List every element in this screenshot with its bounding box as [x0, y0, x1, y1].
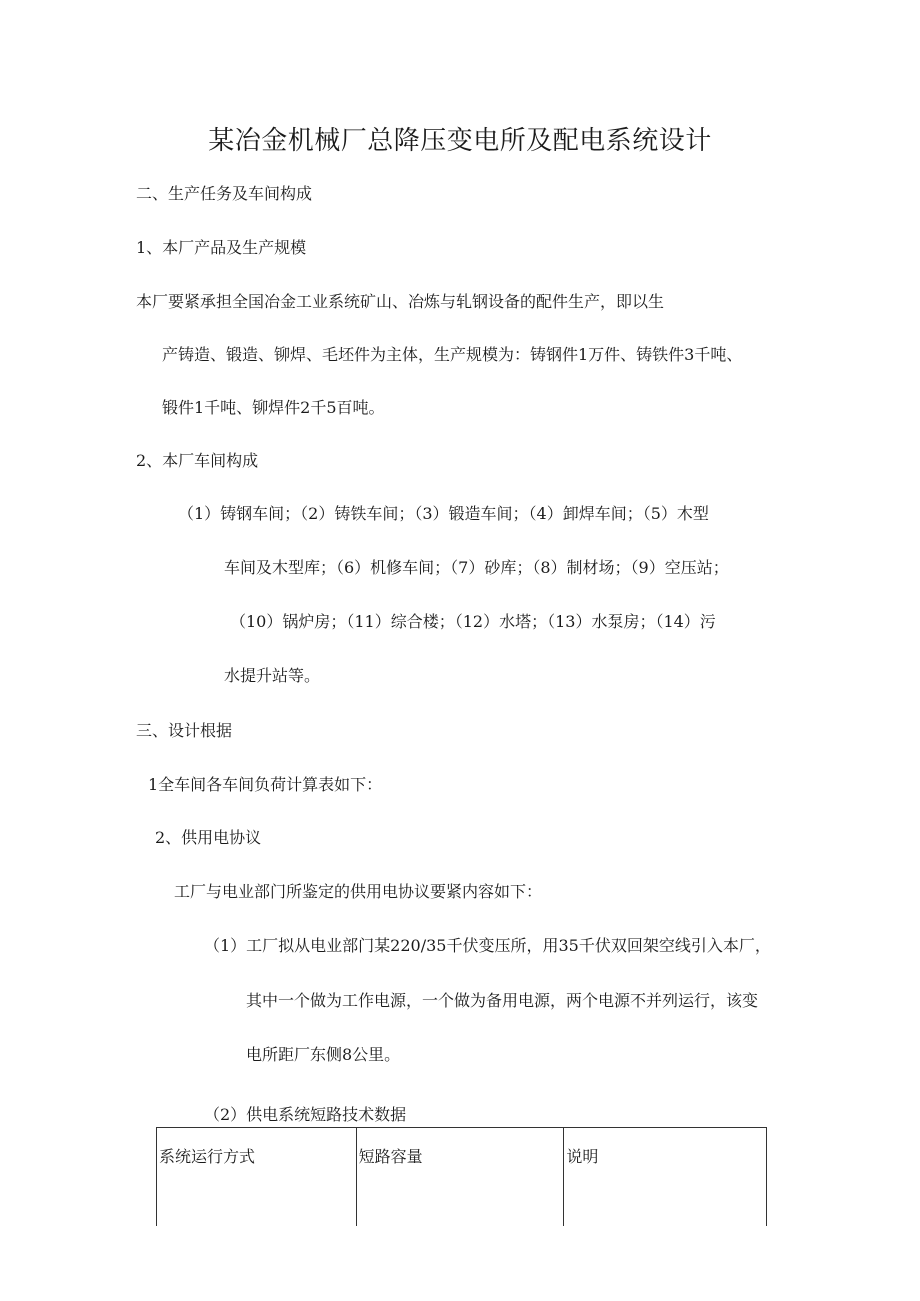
paragraph-line: 本厂要紧承担全国冶金工业系统矿山、冶炼与轧钢设备的配件生产，即以生	[136, 292, 665, 311]
subheading-power-agreement: 2、供用电协议	[155, 828, 262, 847]
table-header-row	[157, 1128, 767, 1183]
agreement-point-line: （1）工厂拟从电业部门某220/35千伏变压所，用35千伏双回架空线引入本厂，	[204, 936, 771, 955]
subheading-products-scale: 1、本厂产品及生产规模	[136, 238, 307, 257]
section-heading-production: 二、生产任务及车间构成	[136, 184, 313, 203]
subheading-workshops: 2、本厂车间构成	[136, 451, 259, 470]
workshop-list-line: （10）锅炉房；（11）综合楼；（12）水塔；（13）水泵房；（14）污	[230, 612, 716, 631]
agreement-point-line: 其中一个做为工作电源，一个做为备用电源，两个电源不并列运行，该变	[246, 991, 759, 1010]
agreement-intro: 工厂与电业部门所鉴定的供用电协议要紧内容如下：	[174, 882, 543, 901]
workshop-list-line: （1）铸钢车间；（2）铸铁车间；（3）锻造车间；（4）卸焊车间；（5）木型	[178, 504, 709, 523]
short-circuit-table	[156, 1127, 767, 1226]
table-row	[157, 1182, 767, 1226]
workshop-list-line: 水提升站等。	[224, 666, 321, 685]
document-title: 某冶金机械厂总降压变电所及配电系统设计	[208, 126, 712, 156]
short-circuit-data-heading: （2）供电系统短路技术数据	[204, 1105, 407, 1124]
column-header-operation-mode: 系统运行方式	[157, 1128, 357, 1183]
column-header-short-circuit-capacity: 短路容量	[356, 1128, 564, 1183]
paragraph-line: 产铸造、锻造、铆焊、毛坯件为主体，生产规模为：铸钢件1万件、铸铁件3千吨、	[162, 345, 743, 364]
agreement-point-line: 电所距厂东侧8公里。	[246, 1045, 401, 1064]
table-cell	[157, 1182, 357, 1226]
item-load-table: 1全车间各车间负荷计算表如下：	[148, 775, 383, 794]
section-heading-design-basis: 三、设计根据	[136, 721, 233, 740]
paragraph-line: 锻件1千吨、铆焊件2千5百吨。	[162, 398, 385, 417]
table-cell	[564, 1182, 767, 1226]
workshop-list-line: 车间及木型库；（6）机修车间；（7）砂库；（8）制材场；（9）空压站；	[224, 558, 729, 577]
table-cell	[356, 1182, 564, 1226]
column-header-notes: 说明	[564, 1128, 767, 1183]
